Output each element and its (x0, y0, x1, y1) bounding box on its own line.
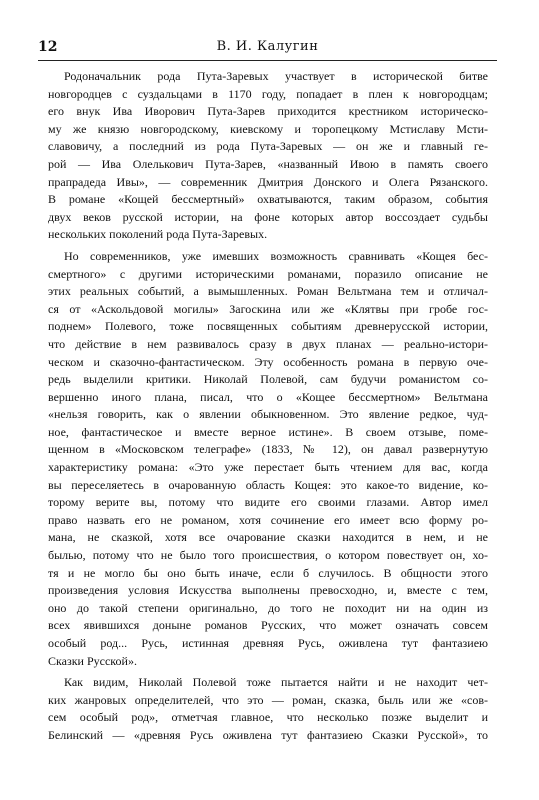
text-line: прапрадеда Ивы», — современник Дмитрия Донского и Олега Рязанского. (48, 174, 488, 189)
text-line: его внук Ива Иворович Пута-Зарев приходится крестником историческо- (48, 104, 488, 119)
text-line: характеристику романа: «Это уже перестает быть чтением для вас, когда (48, 460, 488, 475)
paragraph-2 (48, 248, 488, 670)
text-line: рой — Ива Олелькович Пута-Зарев, «названный Ивою в память своего (48, 156, 488, 171)
text-line: щенном в «Московском телеграфе» (1833, № 12), он давал развернутую (48, 442, 488, 457)
text-line: «нельзя говорить, как о явлении обыкновенном. Это явление редкое, чуд- (48, 407, 488, 422)
page-number: 12 (38, 39, 58, 55)
text-line: Как видим, Николай Полевой тоже пытается найти и не находит чет- (64, 675, 488, 690)
text-line: славовичу, а последний из рода Пута-Заревых — он же и главный ге- (48, 139, 488, 154)
text-line: вы переселяетесь в очарованную область Кощея: это какое-то видение, ко- (48, 477, 488, 492)
text-line: произведения условия Искусства выполнены превосходно, и, вместе с тем, (48, 583, 488, 598)
text-line: Сказки Русской». (48, 653, 137, 668)
text-line: Родоначальник рода Пута-Заревых участвует в исторической битве (64, 69, 488, 83)
text-line: ких жанровых определителей, что это — роман, сказка, быль или же «сов- (48, 692, 488, 707)
text-line: му же князю новгородскому, киевскому и торопецкому Мстиславу Мсти- (48, 121, 488, 136)
text-line: ся от «Аскольдовой могилы» Загоскина или же «Клятвы при гробе гос- (48, 301, 488, 316)
text-line: былью, потому что не было того происшествия, о котором повествует он, хо- (48, 548, 488, 563)
text-line: этих реальных событий, а вымышленных. Роман Вельтмана тем и отличал- (48, 284, 488, 299)
text-line: оно до такой степени оригинально, до того не походит ни на один из (48, 600, 488, 615)
text-line: ное, фантастическое и вместе верное истине». В своем отзыве, поме- (48, 424, 488, 439)
body-text (48, 68, 488, 745)
text-line: ческом и сказочно-фантастическом. Эту особенность романа в первую оче- (48, 354, 488, 369)
text-line: Но современников, уже имевших возможность сравнивать «Кощея бес- (64, 248, 488, 263)
running-head: В. И. Калугин (216, 39, 319, 54)
text-line: вершенно иного плана, писал, что о «Кощее бессмертном» Вельтмана (48, 389, 488, 404)
text-line: В романе «Кощей бессмертный» охватываются, таким образом, события (48, 192, 488, 207)
text-line: двух веков русской истории, на фоне которых автор воссоздает судьбы (48, 209, 488, 224)
text-line: торому верите вы, потому что видите его своими глазами. Автор имел (48, 495, 488, 510)
text-line: что действие в нем развивалось сразу в двух планах — реально-истори- (48, 336, 488, 351)
text-line: мана, не сказкой, хотя все очарование сказки находится в нем, и не (48, 530, 488, 545)
text-line: поднем» Полевого, тоже посвященных событиям древнерусской истории, (48, 319, 488, 334)
text-line: нескольких поколений рода Пута-Заревых. (48, 227, 268, 242)
text-line: новгородцев с суздальцами в 1170 году, попадает в плен к новгородцам; (48, 86, 488, 101)
paragraph-1 (48, 68, 488, 244)
paragraph-3 (48, 674, 488, 744)
page-header (38, 38, 497, 61)
text-line: особый род... Русь, истинная древняя Русь, оживлена тут фантазиею (48, 636, 488, 650)
text-line: смертного» с другими историческими романами, поразило описание не (48, 266, 488, 281)
text-line: Белинский — «древняя Русь оживлена тут фантазиею Сказки Русской», то (48, 727, 488, 742)
text-line: всех явившихся доныне романов Русских, что может означать совсем (48, 618, 488, 633)
text-line: тя и не могло бы оно быть иначе, если б случилось. В общности этого (48, 565, 488, 580)
text-line: редь выделили критики. Николай Полевой, сам будучи романистом со- (48, 372, 488, 387)
text-line: право назвать его не романом, хотя сочинение его имеет всю форму ро- (48, 512, 488, 527)
text-line: сем особый род», отметчая главное, что несколько позже выделит и (48, 710, 488, 725)
